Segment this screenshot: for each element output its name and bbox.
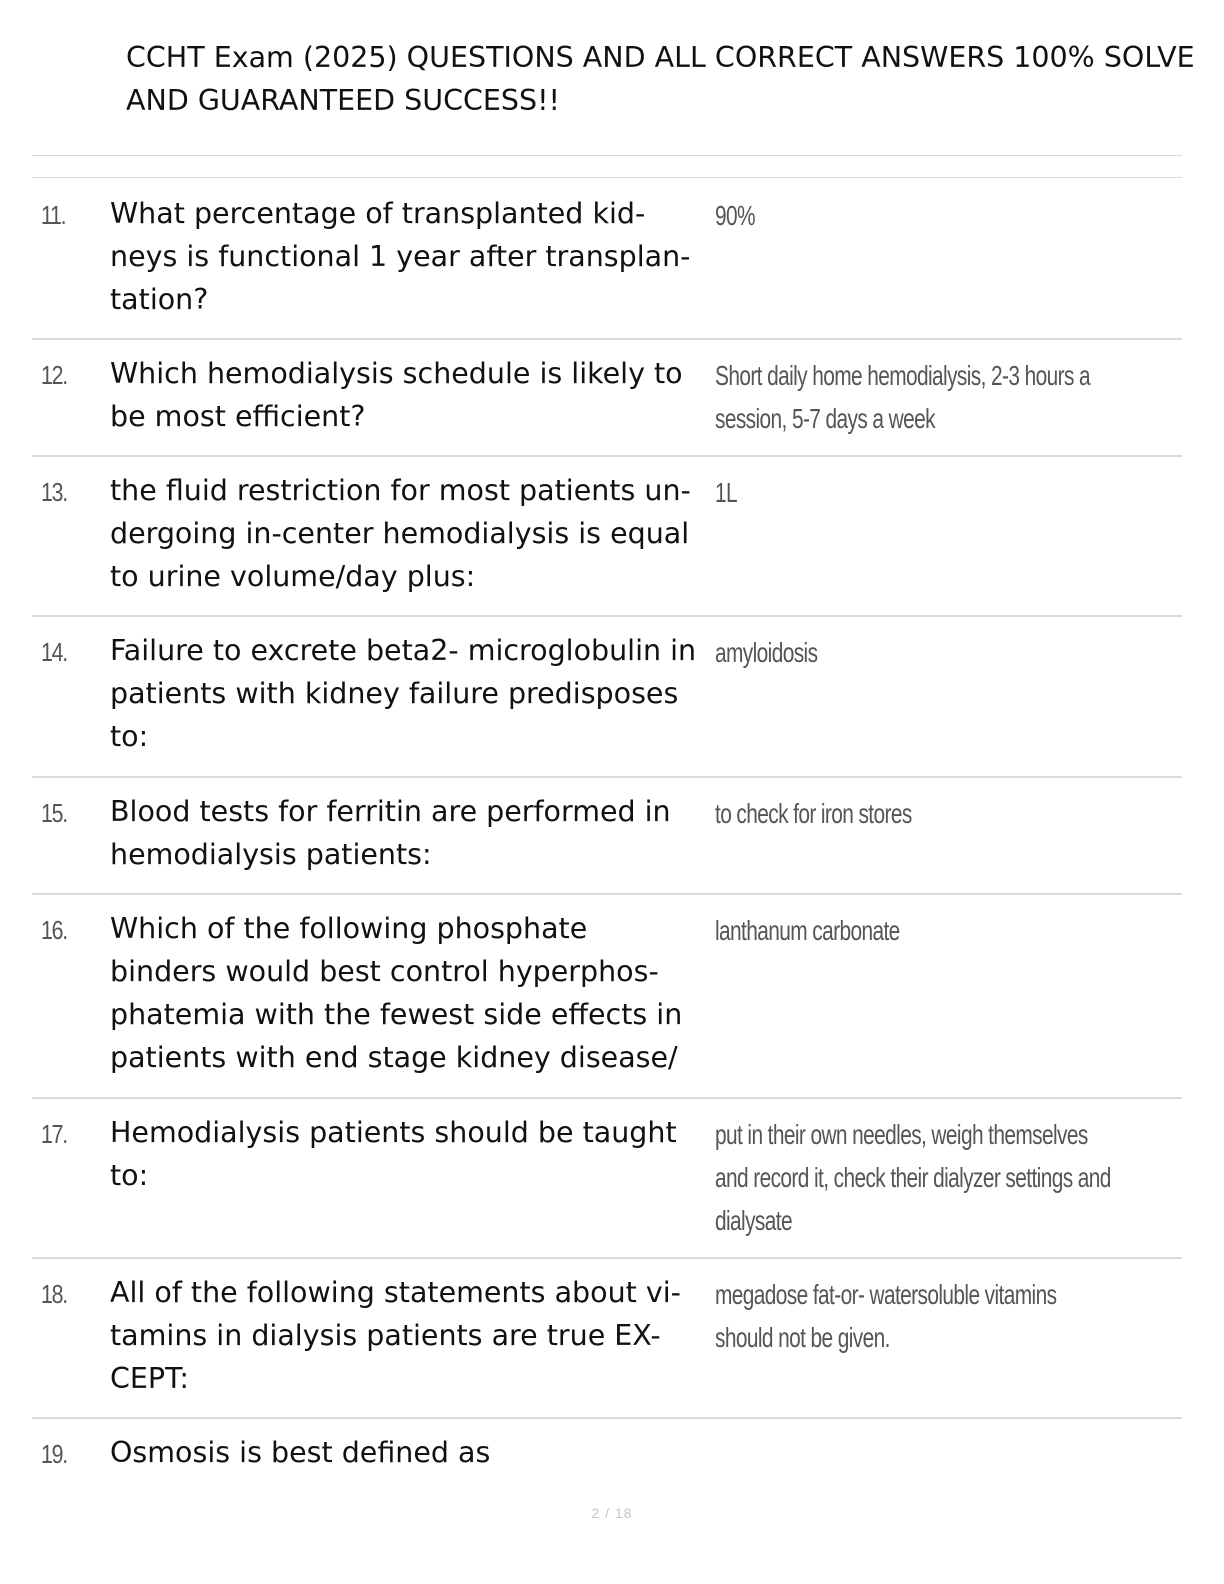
- answer-text: 1L: [715, 477, 738, 508]
- question-text: Blood tests for ferritin are performed in hemodialysis patients:: [110, 795, 671, 871]
- question-number: 12.: [41, 360, 67, 390]
- answer-text: to check for iron stores: [715, 798, 912, 829]
- page-indicator: 2 / 18: [591, 1505, 633, 1521]
- question-row: [32, 180, 1182, 340]
- question-answer-list: [32, 180, 1182, 1489]
- question-text: What percentage of transplanted kid- neys is functional 1 year after transplan- tation?: [110, 197, 691, 316]
- question-row: [32, 895, 1182, 1099]
- question-number: 16.: [41, 915, 67, 945]
- answer-text: megadose fat-or- watersoluble vitamins should not be given.: [715, 1279, 1057, 1353]
- question-text: All of the following statements about vi- tamins in dialysis patients are true EX- CEPT:: [110, 1276, 681, 1395]
- question-number: 17.: [41, 1119, 67, 1149]
- question-text: Failure to excrete beta2- microglobulin in patients with kidney failure predisposes to:: [110, 634, 697, 753]
- question-number: 13.: [41, 477, 67, 507]
- question-text: Osmosis is best defined as: [110, 1436, 491, 1469]
- divider: [32, 177, 1182, 178]
- divider: [32, 155, 1182, 156]
- question-row: [32, 340, 1182, 457]
- question-number: 19.: [41, 1439, 67, 1469]
- answer-text: lanthanum carbonate: [715, 915, 900, 946]
- question-number: 11.: [41, 200, 66, 230]
- question-text: Which hemodialysis schedule is likely to be most efficient?: [110, 357, 683, 433]
- question-row: [32, 1419, 1182, 1489]
- question-text: Which of the following phosphate binders would best control hyperphos- phatemia with the fewest side effects in patients with end stage kidney disease/: [110, 912, 683, 1074]
- question-number: 15.: [41, 798, 67, 828]
- answer-text: put in their own needles, weigh themselves and record it, check their dialyzer settings and dialysate: [715, 1119, 1111, 1236]
- question-row: [32, 1099, 1182, 1259]
- question-text: the fluid restriction for most patients un- dergoing in-center hemodialysis is equal to urine volume/day plus:: [110, 474, 691, 593]
- question-number: 14.: [41, 637, 67, 667]
- question-row: [32, 778, 1182, 895]
- question-number: 18.: [41, 1279, 67, 1309]
- question-row: [32, 457, 1182, 617]
- document-title: CCHT Exam (2025) QUESTIONS AND ALL CORRECT ANSWERS 100% SOLVE AND GUARANTEED SUCCESS!!: [126, 41, 1195, 117]
- answer-text: Short daily home hemodialysis, 2-3 hours a session, 5-7 days a week: [715, 360, 1090, 434]
- question-row: [32, 1259, 1182, 1419]
- question-text: Hemodialysis patients should be taught to:: [110, 1116, 677, 1192]
- question-row: [32, 617, 1182, 778]
- answer-text: 90%: [715, 200, 755, 231]
- answer-text: amyloidosis: [715, 637, 818, 668]
